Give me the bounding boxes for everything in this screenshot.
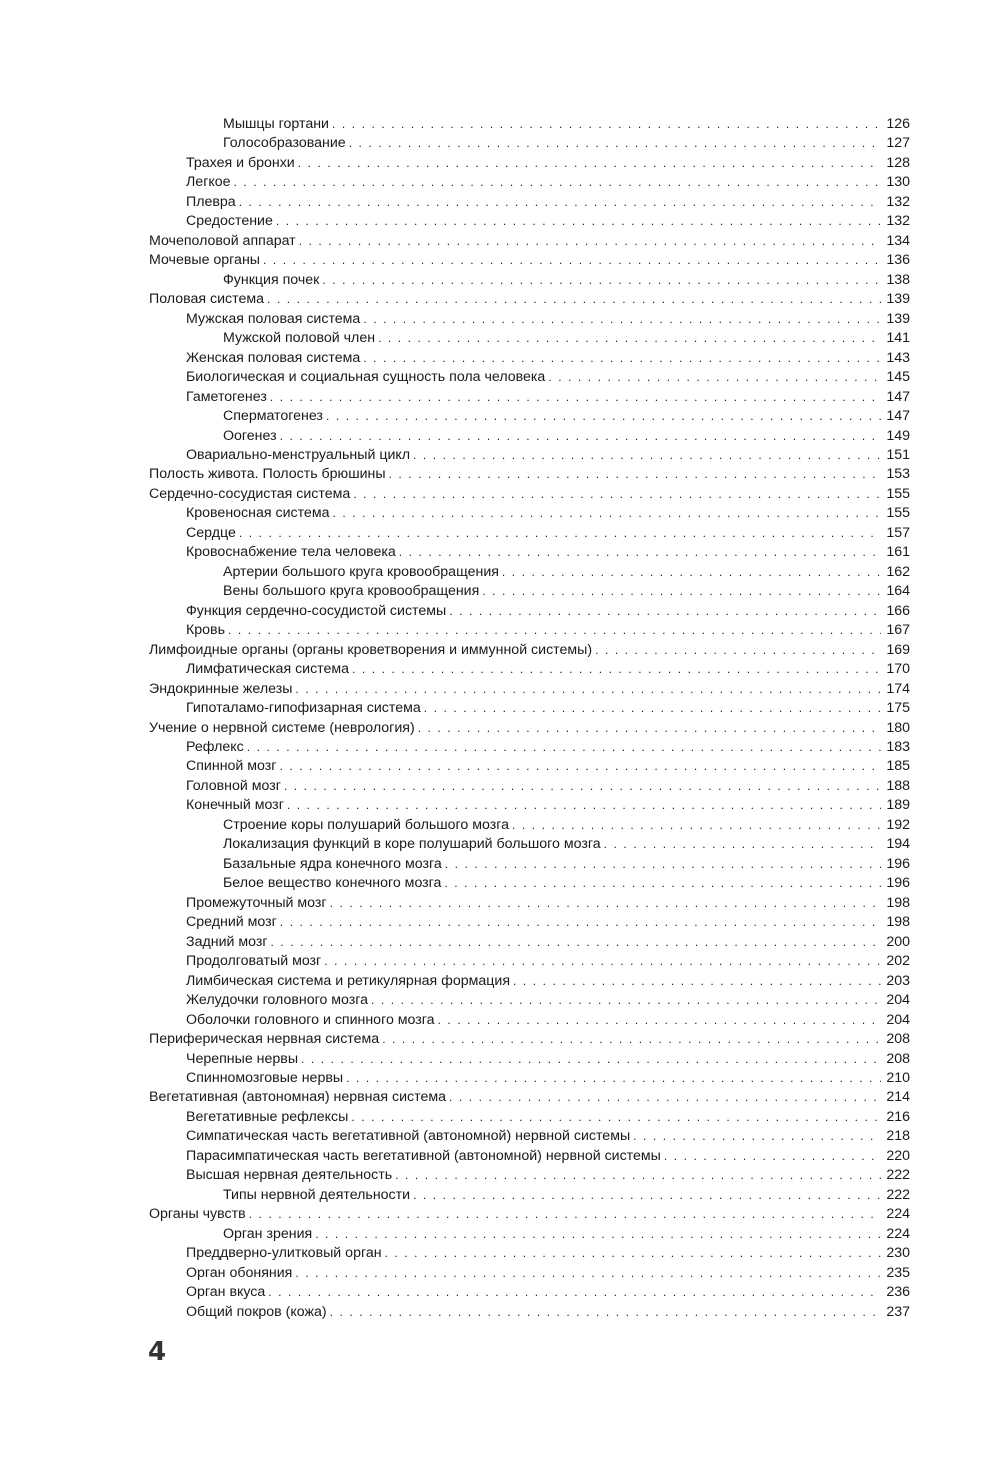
dot-leader <box>385 1244 881 1263</box>
toc-entry-title: Кровь <box>186 622 225 639</box>
dot-leader <box>424 699 881 718</box>
toc-entry-page: 153 <box>886 466 910 483</box>
toc-entry-title: Орган вкуса <box>186 1284 266 1301</box>
toc-entry-page: 194 <box>886 836 910 853</box>
dot-leader <box>413 446 881 465</box>
page-number: 4 <box>148 1337 167 1367</box>
dot-leader <box>280 913 881 932</box>
toc-entry-page: 138 <box>886 271 910 288</box>
dot-leader <box>330 894 881 913</box>
dot-leader <box>664 1147 881 1166</box>
toc-entry <box>149 641 910 660</box>
dot-leader <box>445 855 881 874</box>
toc-entry-page: 200 <box>886 933 910 950</box>
dot-leader <box>239 193 881 212</box>
dot-leader <box>279 757 881 776</box>
toc-entry-page: 166 <box>886 602 910 619</box>
dot-leader <box>371 991 881 1010</box>
toc-entry-page: 224 <box>886 1206 910 1223</box>
dot-leader <box>332 504 881 523</box>
dot-leader <box>378 329 881 348</box>
toc-entry-title: Функция почек <box>223 271 320 288</box>
toc-entry-title: Продолговатый мозг <box>186 953 322 970</box>
toc-entry-page: 167 <box>886 622 910 639</box>
toc-entry-title: Орган обоняния <box>186 1264 293 1281</box>
toc-entry-page: 230 <box>886 1245 910 1262</box>
dot-leader <box>382 1030 881 1049</box>
toc-entry-page: 192 <box>886 816 910 833</box>
dot-leader <box>234 173 881 192</box>
toc-entry <box>149 719 910 738</box>
dot-leader <box>249 1205 881 1224</box>
toc-entry-title: Периферическая нервная система <box>149 1031 380 1048</box>
toc-entry-page: 155 <box>886 505 910 522</box>
toc-entry <box>149 251 910 270</box>
toc-entry <box>149 349 910 368</box>
dot-leader <box>595 641 881 660</box>
toc-entry-title: Органы чувств <box>149 1206 246 1223</box>
toc-entry-page: 147 <box>886 408 910 425</box>
toc-entry-page: 136 <box>886 252 910 269</box>
toc-entry <box>149 1127 910 1146</box>
toc-entry-title: Оогенез <box>223 427 277 444</box>
dot-leader <box>295 680 881 699</box>
toc-entry-title: Парасимпатическая часть вегетативной (автономной) нервной системы <box>186 1147 661 1164</box>
toc-entry-page: 204 <box>886 1011 910 1028</box>
toc-entry <box>149 173 910 192</box>
toc-entry-title: Сердце <box>186 524 236 541</box>
toc-entry <box>149 1166 910 1185</box>
toc-entry-title: Мышцы гортани <box>223 116 329 132</box>
toc-entry-page: 180 <box>886 719 910 736</box>
dot-leader <box>315 1225 881 1244</box>
toc-entry-title: Кровеносная система <box>186 505 330 522</box>
dot-leader <box>399 543 881 562</box>
toc-entry-title: Мужская половая система <box>186 310 361 327</box>
dot-leader <box>270 388 881 407</box>
dot-leader <box>548 368 881 387</box>
dot-leader <box>512 816 881 835</box>
toc-entry-title: Средостение <box>186 213 273 230</box>
toc-entry <box>149 680 910 699</box>
toc-entry-title: Гаметогенез <box>186 388 267 405</box>
toc-entry-page: 235 <box>886 1264 910 1281</box>
dot-leader <box>295 1264 881 1283</box>
toc-entry-title: Симпатическая часть вегетативной (автономной) нервной системы <box>186 1128 631 1145</box>
toc-entry-page: 183 <box>886 739 910 755</box>
dot-leader <box>284 777 881 796</box>
toc-entry <box>149 738 910 757</box>
toc-entry-page: 237 <box>886 1303 910 1320</box>
dot-leader <box>263 251 881 270</box>
toc-entry-title: Рефлекс <box>186 739 244 755</box>
toc-entry-title: Мочевые органы <box>149 252 260 269</box>
toc-entry-title: Сперматогенез <box>223 408 323 425</box>
toc-entry-title: Учение о нервной системе (неврология) <box>149 719 415 736</box>
toc-entry <box>149 1030 910 1049</box>
toc-entry-title: Общий покров (кожа) <box>186 1303 327 1320</box>
toc-entry-title: Функция сердечно-сосудистой системы <box>186 602 447 619</box>
toc-entry <box>149 582 910 601</box>
toc-entry-title: Эндокринные железы <box>149 680 293 697</box>
dot-leader <box>298 154 881 173</box>
toc-entry-page: 198 <box>886 914 910 931</box>
dot-leader <box>353 485 881 504</box>
dot-leader <box>352 660 881 679</box>
toc-entry-title: Мочеполовой аппарат <box>149 232 296 249</box>
dot-leader <box>413 1186 881 1205</box>
toc-entry <box>149 1108 910 1127</box>
toc-entry <box>149 933 910 952</box>
toc-entry-title: Полость живота. Полость брюшины <box>149 466 386 483</box>
toc-entry <box>149 290 910 309</box>
toc-entry-page: 224 <box>886 1225 910 1242</box>
toc-entry-page: 139 <box>886 291 910 308</box>
toc-entry <box>149 271 910 290</box>
toc-entry-title: Лимбическая система и ретикулярная формация <box>186 972 510 989</box>
toc-entry-page: 126 <box>886 116 910 132</box>
toc-entry-page: 202 <box>886 953 910 970</box>
toc-entry <box>149 1088 910 1107</box>
toc-entry <box>149 465 910 484</box>
dot-leader <box>268 1283 881 1302</box>
dot-leader <box>330 1303 881 1322</box>
toc-entry <box>149 894 910 913</box>
toc-entry-page: 157 <box>886 524 910 541</box>
toc-entry-page: 218 <box>886 1128 910 1145</box>
toc-entry <box>149 699 910 718</box>
toc-entry <box>149 504 910 523</box>
toc-entry-page: 222 <box>886 1186 910 1203</box>
toc-entry <box>149 524 910 543</box>
toc-entry <box>149 154 910 173</box>
toc-entry-title: Головной мозг <box>186 777 281 794</box>
table-of-contents <box>149 115 910 1322</box>
toc-entry <box>149 1050 910 1069</box>
dot-leader <box>299 232 881 251</box>
toc-entry-page: 204 <box>886 992 910 1009</box>
toc-entry <box>149 991 910 1010</box>
toc-entry <box>149 855 910 874</box>
toc-entry-title: Плевра <box>186 193 236 210</box>
toc-entry <box>149 757 910 776</box>
toc-entry-title: Половая система <box>149 291 264 308</box>
toc-entry-title: Строение коры полушарий большого мозга <box>223 816 509 833</box>
dot-leader <box>395 1166 881 1185</box>
toc-entry-page: 170 <box>886 661 910 678</box>
toc-entry-page: 214 <box>886 1089 910 1106</box>
toc-entry-page: 189 <box>886 797 910 814</box>
toc-entry-page: 139 <box>886 310 910 327</box>
toc-entry-page: 130 <box>886 174 910 191</box>
toc-entry <box>149 621 910 640</box>
toc-entry-page: 198 <box>886 894 910 911</box>
dot-leader <box>322 271 881 290</box>
toc-entry-page: 175 <box>886 700 910 717</box>
toc-entry <box>149 874 910 893</box>
toc-entry-page: 132 <box>886 193 910 210</box>
toc-entry <box>149 1264 910 1283</box>
dot-leader <box>502 563 881 582</box>
dot-leader <box>271 933 881 952</box>
dot-leader <box>267 290 881 309</box>
toc-entry-title: Белое вещество конечного мозга <box>223 875 442 892</box>
toc-entry-page: 185 <box>886 758 910 775</box>
toc-entry-page: 196 <box>886 855 910 872</box>
toc-entry-title: Легкое <box>186 174 231 191</box>
toc-entry-title: Вены большого круга кровообращения <box>223 583 480 600</box>
toc-entry <box>149 816 910 835</box>
toc-entry-title: Локализация функций в коре полушарий большого мозга <box>223 836 601 853</box>
dot-leader <box>604 835 881 854</box>
toc-entry <box>149 602 910 621</box>
dot-leader <box>633 1127 881 1146</box>
toc-entry <box>149 407 910 426</box>
toc-entry <box>149 485 910 504</box>
toc-entry-title: Спинномозговые нервы <box>186 1069 344 1086</box>
dot-leader <box>239 524 881 543</box>
toc-entry <box>149 543 910 562</box>
toc-entry <box>149 368 910 387</box>
dot-leader <box>349 134 881 153</box>
toc-entry-page: 236 <box>886 1284 910 1301</box>
toc-entry-title: Базальные ядра конечного мозга <box>223 855 442 872</box>
toc-entry-title: Конечный мозг <box>186 797 284 814</box>
toc-entry-title: Голособразование <box>223 135 346 152</box>
toc-entry-title: Вегетативные рефлексы <box>186 1108 349 1125</box>
toc-entry-page: 128 <box>886 154 910 171</box>
toc-entry-title: Овариально-менструальный цикл <box>186 446 411 463</box>
toc-entry <box>149 952 910 971</box>
toc-entry <box>149 1303 910 1322</box>
toc-entry <box>149 232 910 251</box>
toc-entry-page: 188 <box>886 777 910 794</box>
toc-entry-page: 208 <box>886 1050 910 1067</box>
dot-leader <box>389 465 881 484</box>
toc-entry-page: 141 <box>886 330 910 347</box>
toc-entry <box>149 388 910 407</box>
toc-entry-page: 143 <box>886 349 910 366</box>
toc-entry-page: 147 <box>886 388 910 405</box>
toc-entry <box>149 193 910 212</box>
toc-entry-page: 132 <box>886 213 910 230</box>
toc-entry <box>149 972 910 991</box>
dot-leader <box>280 427 881 446</box>
toc-entry-title: Оболочки головного и спинного мозга <box>186 1011 435 1028</box>
toc-entry-page: 151 <box>886 446 910 463</box>
toc-entry <box>149 310 910 329</box>
dot-leader <box>363 349 881 368</box>
toc-entry-page: 161 <box>886 544 910 561</box>
toc-entry-page: 149 <box>886 427 910 444</box>
toc-entry <box>149 1011 910 1030</box>
dot-leader <box>301 1050 881 1069</box>
toc-entry-title: Преддверно-улитковый орган <box>186 1245 382 1262</box>
toc-entry-page: 162 <box>886 563 910 580</box>
dot-leader <box>276 212 881 231</box>
toc-entry <box>149 446 910 465</box>
toc-entry-title: Лимфоидные органы (органы кроветворения и иммунной системы) <box>149 641 593 658</box>
toc-entry-title: Спинной мозг <box>186 758 277 775</box>
toc-entry <box>149 134 910 153</box>
toc-entry-page: 155 <box>886 485 910 502</box>
toc-entry-title: Кровоснабжение тела человека <box>186 544 396 561</box>
toc-entry <box>149 777 910 796</box>
dot-leader <box>324 952 881 971</box>
toc-entry <box>149 1205 910 1224</box>
toc-entry <box>149 1225 910 1244</box>
toc-entry-title: Лимфатическая система <box>186 661 350 678</box>
toc-entry-page: 169 <box>886 641 910 658</box>
toc-entry-title: Гипоталамо-гипофизарная система <box>186 700 421 717</box>
toc-entry-title: Биологическая и социальная сущность пола человека <box>186 369 546 386</box>
dot-leader <box>363 310 881 329</box>
toc-entry-title: Желудочки головного мозга <box>186 992 369 1009</box>
toc-entry <box>149 1069 910 1088</box>
toc-entry-page: 134 <box>886 232 910 249</box>
toc-entry <box>149 1244 910 1263</box>
dot-leader <box>351 1108 881 1127</box>
toc-entry <box>149 427 910 446</box>
toc-entry <box>149 563 910 582</box>
toc-entry <box>149 660 910 679</box>
toc-entry-page: 208 <box>886 1031 910 1048</box>
toc-entry-page: 216 <box>886 1108 910 1125</box>
dot-leader <box>346 1069 881 1088</box>
toc-entry <box>149 329 910 348</box>
dot-leader <box>332 115 881 134</box>
toc-entry <box>149 835 910 854</box>
dot-leader <box>449 1088 881 1107</box>
toc-entry-page: 210 <box>886 1069 910 1086</box>
toc-entry-title: Промежуточный мозг <box>186 894 327 911</box>
toc-entry <box>149 913 910 932</box>
toc-entry-title: Средний мозг <box>186 914 277 931</box>
dot-leader <box>287 796 881 815</box>
toc-entry-page: 220 <box>886 1147 910 1164</box>
toc-entry <box>149 1186 910 1205</box>
toc-entry-title: Высшая нервная деятельность <box>186 1167 393 1184</box>
toc-entry-title: Артерии большого круга кровообращения <box>223 563 499 580</box>
toc-entry-page: 203 <box>886 972 910 989</box>
toc-entry <box>149 115 910 134</box>
toc-entry-title: Трахея и бронхи <box>186 154 295 171</box>
toc-entry-page: 127 <box>886 135 910 152</box>
dot-leader <box>482 582 881 601</box>
dot-leader <box>228 621 881 640</box>
dot-leader <box>326 407 881 426</box>
toc-entry-page: 222 <box>886 1167 910 1184</box>
toc-entry-title: Орган зрения <box>223 1225 313 1242</box>
dot-leader <box>418 719 881 738</box>
toc-entry-title: Женская половая система <box>186 349 361 366</box>
toc-entry-title: Типы нервной деятельности <box>223 1186 411 1203</box>
toc-entry <box>149 1283 910 1302</box>
toc-entry-page: 164 <box>886 583 910 600</box>
toc-entry-title: Сердечно-сосудистая система <box>149 485 351 502</box>
dot-leader <box>513 972 881 991</box>
toc-entry-page: 174 <box>886 680 910 697</box>
toc-entry-title: Черепные нервы <box>186 1050 299 1067</box>
toc-entry <box>149 796 910 815</box>
toc-entry-title: Мужской половой член <box>223 330 376 347</box>
toc-entry-title: Вегетативная (автономная) нервная система <box>149 1089 446 1106</box>
toc-entry-title: Задний мозг <box>186 933 268 950</box>
dot-leader <box>444 874 881 893</box>
toc-entry-page: 145 <box>886 369 910 386</box>
toc-entry <box>149 212 910 231</box>
toc-entry <box>149 1147 910 1166</box>
toc-entry-page: 196 <box>886 875 910 892</box>
dot-leader <box>438 1011 881 1030</box>
dot-leader <box>247 738 881 757</box>
dot-leader <box>449 602 881 621</box>
